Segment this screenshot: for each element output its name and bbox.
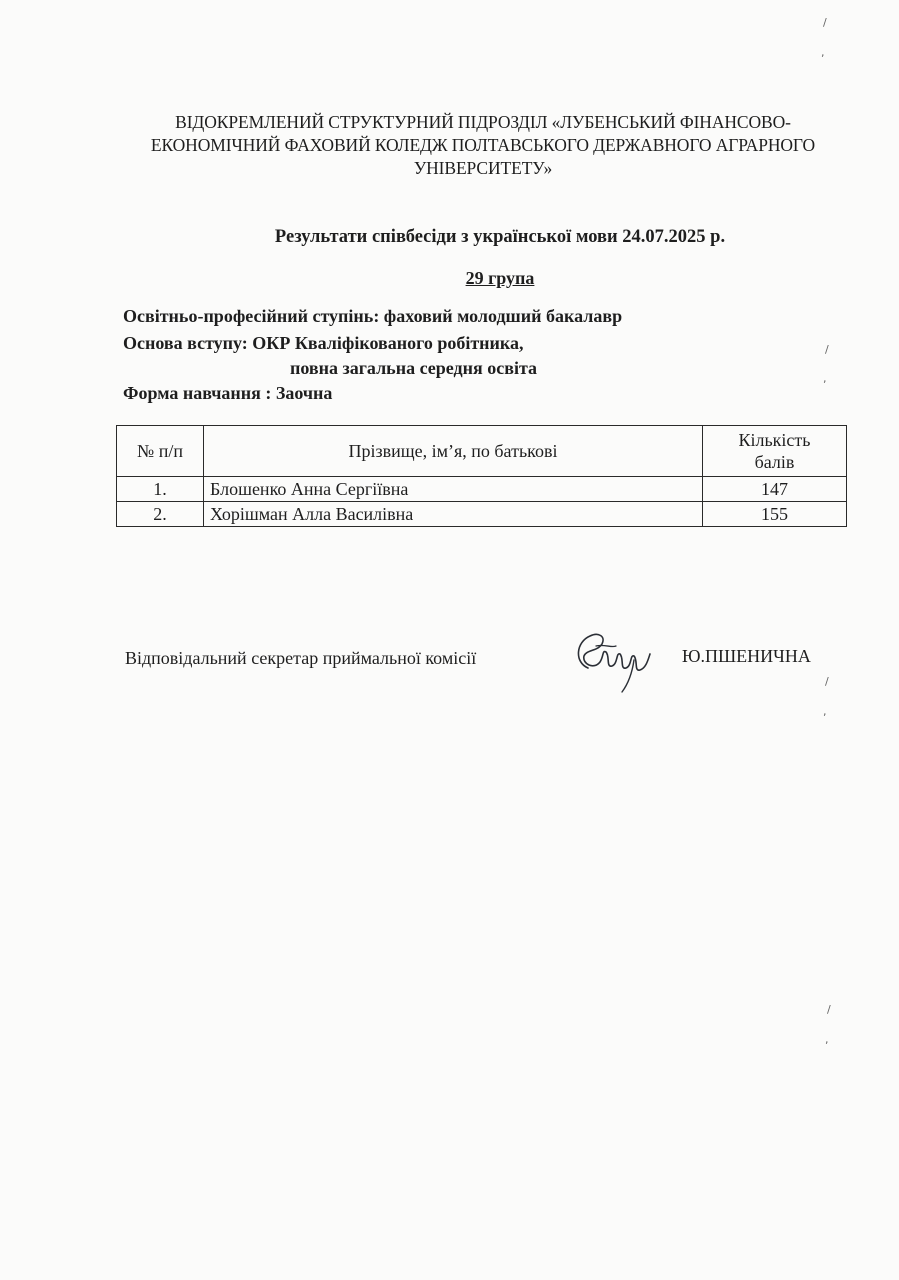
study-form-line: Форма навчання : Заочна <box>123 383 333 403</box>
row-full-name: Блошенко Анна Сергіївна <box>204 477 703 502</box>
header-full-name: Прізвище, ім’я, по батькові <box>204 426 703 477</box>
margin-mark: / <box>827 1003 831 1016</box>
row-full-name: Хорішман Алла Василівна <box>204 502 703 527</box>
row-number: 2. <box>117 502 204 527</box>
table-header-row <box>117 426 847 477</box>
handwritten-signature <box>566 616 662 696</box>
admission-basis-continuation: повна загальна середня освіта <box>290 358 538 378</box>
row-points: 155 <box>703 502 847 527</box>
admission-basis-line: Основа вступу: ОКР Кваліфікованого робітника, <box>123 333 524 353</box>
header-number: № п/п <box>117 426 204 477</box>
table-row <box>117 502 847 527</box>
header-line-3: УНІВЕРСИТЕТУ» <box>413 158 553 178</box>
margin-mark: , <box>823 705 827 718</box>
header-points-line-1: Кількість <box>738 430 811 450</box>
header-points <box>703 426 847 477</box>
margin-mark: / <box>823 16 827 29</box>
group-label: 29 група <box>465 268 535 288</box>
secretary-name: Ю.ПШЕНИЧНА <box>682 646 811 666</box>
header-points-line-2: балів <box>754 452 795 472</box>
header-line-2: ЕКОНОМІЧНИЙ ФАХОВИЙ КОЛЕДЖ ПОЛТАВСЬКОГО ДЕРЖАВНОГО АГРАРНОГО <box>150 135 816 155</box>
header-line-1: ВІДОКРЕМЛЕНИЙ СТРУКТУРНИЙ ПІДРОЗДІЛ «ЛУБЕНСЬКИЙ ФІНАНСОВО- <box>175 112 791 132</box>
institution-header <box>118 111 848 180</box>
degree-line: Освітньо-професійний ступінь: фаховий молодший бакалавр <box>123 306 623 326</box>
table-row <box>117 477 847 502</box>
margin-mark: , <box>823 372 827 385</box>
row-points: 147 <box>703 477 847 502</box>
margin-mark: / <box>825 675 829 688</box>
margin-mark: , <box>821 46 825 59</box>
document-title: Результати співбесіди з української мови 24.07.2025 р. <box>274 227 726 247</box>
signature-label: Відповідальний секретар приймальної комісії <box>125 648 477 668</box>
results-table <box>116 425 847 527</box>
margin-mark: / <box>825 343 829 356</box>
row-number: 1. <box>117 477 204 502</box>
margin-mark: , <box>825 1033 829 1046</box>
